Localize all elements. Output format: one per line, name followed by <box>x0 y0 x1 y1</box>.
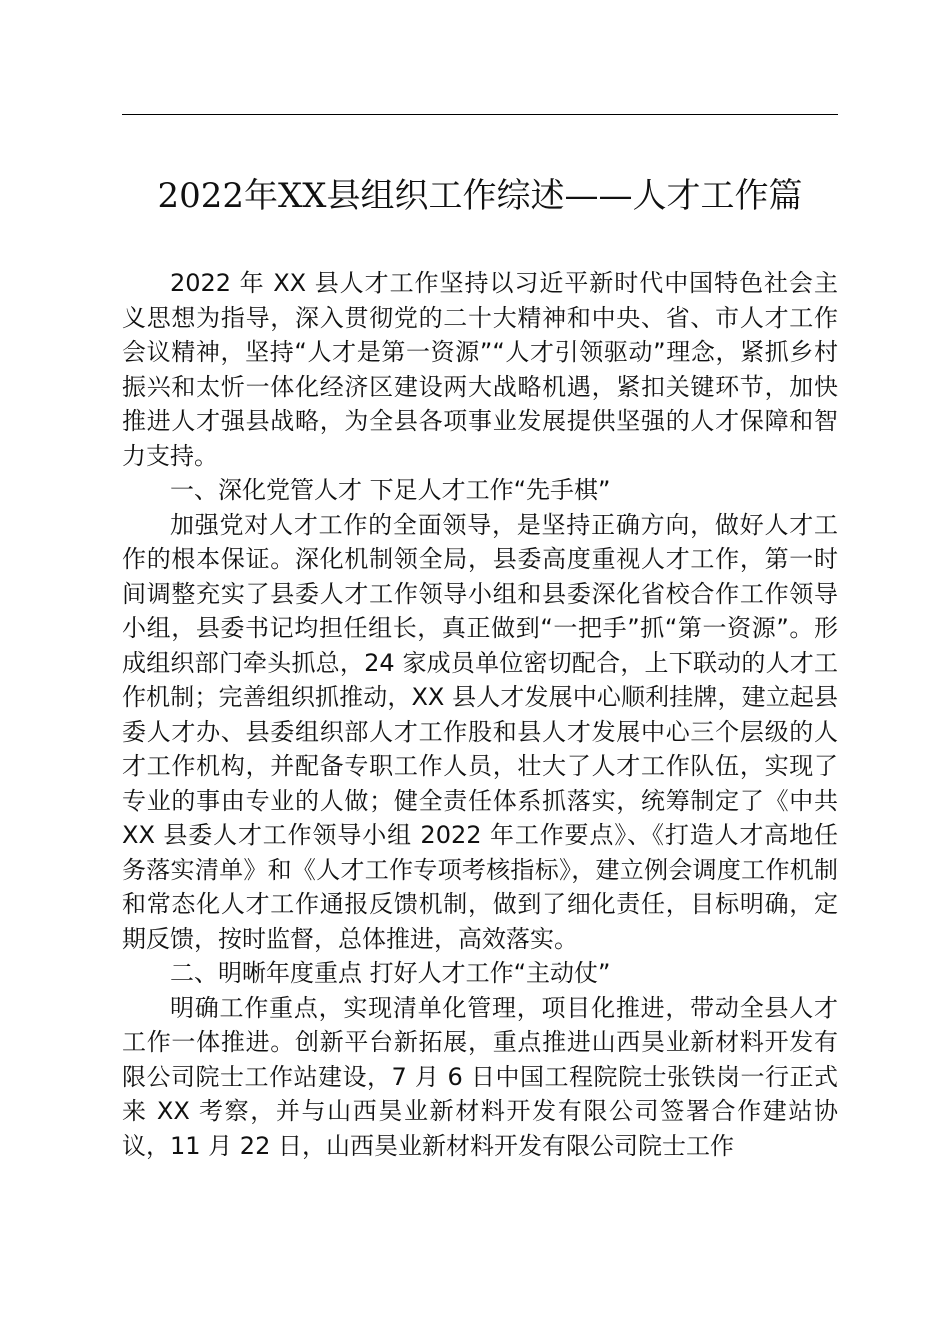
document-body <box>122 266 838 1163</box>
paragraph-section-2: 明确工作重点，实现清单化管理，项目化推进，带动全县人才工作一体推进。创新平台新拓展，重点推进山西昊业新材料开发有限公司院士工作站建设，7 月 6 日中国工程院院士张铁岗一行正式来 XX 考察，并与山西昊业新材料开发有限公司签署合作建站协议，11 月 22 日，山西昊业新材料开发有限公司院士工作 <box>122 993 838 1160</box>
section-heading-2: 二、明晰年度重点 打好人才工作“主动仗” <box>170 959 611 987</box>
paragraph-section-1: 加强党对人才工作的全面领导，是坚持正确方向，做好人才工作的根本保证。深化机制领全局，县委高度重视人才工作，第一时间调整充实了县委人才工作领导小组和县委深化省校合作工作领导小组，县委书记均担任组长，真正做到“一把手”抓“第一资源”。形成组织部门牵头抓总，24 家成员单位密切配合，上下联动的人才工作机制；完善组织抓推动，XX 县人才发展中心顺利挂牌，建立起县委人才办、县委组织部人才工作股和县人才发展中心三个层级的人才工作机构，并配备专职工作人员，壮大了人才工作队伍，实现了专业的事由专业的人做；健全责任体系抓落实，统筹制定了《中共 XX 县委人才工作领导小组 2022 年工作要点》、《打造人才高地任务落实清单》和《人才工作专项考核指标》，建立例会调度工作机制和常态化人才工作通报反馈机制，做到了细化责任，目标明确，定期反馈，按时监督，总体推进，高效落实。 <box>122 510 838 953</box>
header-rule <box>122 114 838 115</box>
paragraph-intro: 2022 年 XX 县人才工作坚持以习近平新时代中国特色社会主义思想为指导，深入贯彻党的二十大精神和中央、省、市人才工作会议精神，坚持“人才是第一资源”“人才引领驱动”理念，紧抓乡村振兴和太忻一体化经济区建设两大战略机遇，紧扣关键环节，加快推进人才强县战略，为全县各项事业发展提供坚强的人才保障和智力支持。 <box>122 269 838 470</box>
document-title: 2022年XX县组织工作综述——人才工作篇 <box>157 176 803 216</box>
section-heading-1: 一、深化党管人才 下足人才工作“先手棋” <box>170 476 611 504</box>
